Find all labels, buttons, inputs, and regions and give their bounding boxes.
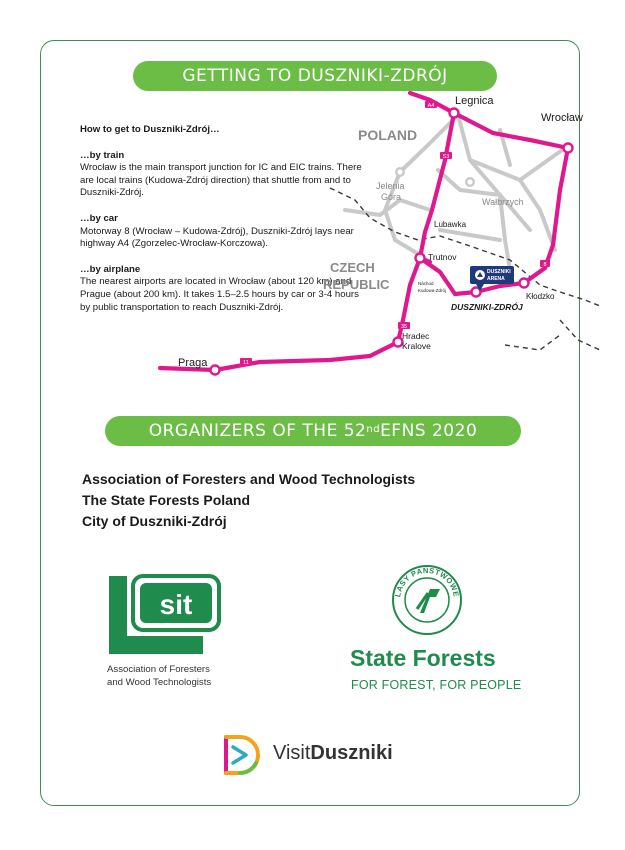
arena-label-1: DUSZNIKI <box>487 269 511 275</box>
organizer-item: City of Duszniki-Zdrój <box>82 513 227 529</box>
e8-badge: 8 <box>543 262 547 268</box>
praga-label: Praga <box>178 357 208 369</box>
plane-heading: …by airplane <box>80 263 141 275</box>
sit-caption-line1: Association of Foresters <box>107 664 210 675</box>
klodzko-dot <box>520 279 529 288</box>
sit-caption <box>107 664 211 689</box>
s3-badge: S3 <box>442 154 450 160</box>
organizers-banner <box>105 416 521 446</box>
arena-label-2: ARENA <box>487 276 505 282</box>
sit-mark: sit <box>159 589 193 620</box>
e11-badge: 11 <box>243 360 249 366</box>
organizer-item: The State Forests Poland <box>82 492 251 508</box>
visit-duszniki-wordmark <box>273 742 393 765</box>
lubawka-label: Lubawka <box>434 220 467 229</box>
jelenia-dot <box>396 168 404 176</box>
klodzko-label: Kłodzko <box>526 292 555 301</box>
car-heading: …by car <box>80 212 118 224</box>
czech-label-1: CZECH <box>330 260 375 275</box>
czech-label-2: REPUBLIC <box>323 277 390 292</box>
duszniki-label: DUSZNIKI-ZDRÓJ <box>451 302 523 312</box>
walbrzych-label: Wałbrzych <box>482 197 524 207</box>
state-forests-slogan: FOR FOREST, FOR PEOPLE <box>351 678 522 692</box>
poland-label: POLAND <box>358 127 418 143</box>
trutnov-dot <box>416 254 425 263</box>
e35-badge: 35 <box>400 324 408 330</box>
organizers-list <box>82 469 415 532</box>
hradec-label-2: Kralove <box>402 341 431 351</box>
car-text: Motorway 8 (Wrocław – Kudowa-Zdrój), Duszniki-Zdrój lays near highway A4 (Zgorzelec-Wrocław-Korczowa). <box>80 225 354 250</box>
jelenia-label-1: Jelenia <box>376 181 405 191</box>
train-heading: …by train <box>80 149 125 161</box>
state-forests-emblem <box>390 563 464 637</box>
wroclaw-label: Wrocław <box>541 112 583 124</box>
organizers-banner-suffix: EFNS 2020 <box>380 421 478 441</box>
walbrzych-dot <box>466 178 474 186</box>
jelenia-label-2: Góra <box>381 192 402 202</box>
sit-logo <box>107 574 222 656</box>
state-forests-title: State Forests <box>350 645 496 671</box>
wroclaw-dot <box>564 144 573 153</box>
visit-duszniki-logo <box>222 733 268 777</box>
a4-badge: A4 <box>427 103 435 109</box>
legnica-label: Legnica <box>455 95 494 107</box>
route-map <box>0 0 625 400</box>
city-dots <box>211 109 573 375</box>
nachod-label: Náchod <box>418 281 434 286</box>
sit-caption-line2: and Wood Technologists <box>107 676 212 688</box>
hradec-label-1: Hradec <box>402 331 430 341</box>
kudowa-label: Kudowa-Zdrój <box>418 288 447 293</box>
praga-dot <box>211 366 220 375</box>
organizers-banner-sup: nd <box>366 423 381 435</box>
train-text: Wrocław is the main transport junction for IC and EIC trains. There are local trains (Kudowa-Zdrój direction) that shuttle from and to Duszniki-Zdrój. <box>80 162 362 199</box>
plane-text: The nearest airports are located in Wrocław (about 120 km) and Prague (about 200 km). It takes 1.5–2.5 hours by car or 3-4 hours by public transportation to reach Duszniki-Zdrój. <box>80 276 359 313</box>
visit-prefix: Visit <box>273 742 311 764</box>
visit-name: Duszniki <box>310 742 393 764</box>
organizer-item: Association of Foresters and Wood Technologists <box>82 471 416 487</box>
organizers-banner-prefix: ORGANIZERS OF THE 52 <box>148 421 367 441</box>
getting-banner-text: GETTING TO DUSZNIKI-ZDRÓJ <box>182 66 448 86</box>
ring-text: LASY PAŃSTWOWE <box>393 565 461 598</box>
legnica-dot <box>450 109 459 118</box>
trutnov-label: Trutnov <box>428 252 457 262</box>
directions-title: How to get to Duszniki-Zdrój… <box>80 124 220 135</box>
